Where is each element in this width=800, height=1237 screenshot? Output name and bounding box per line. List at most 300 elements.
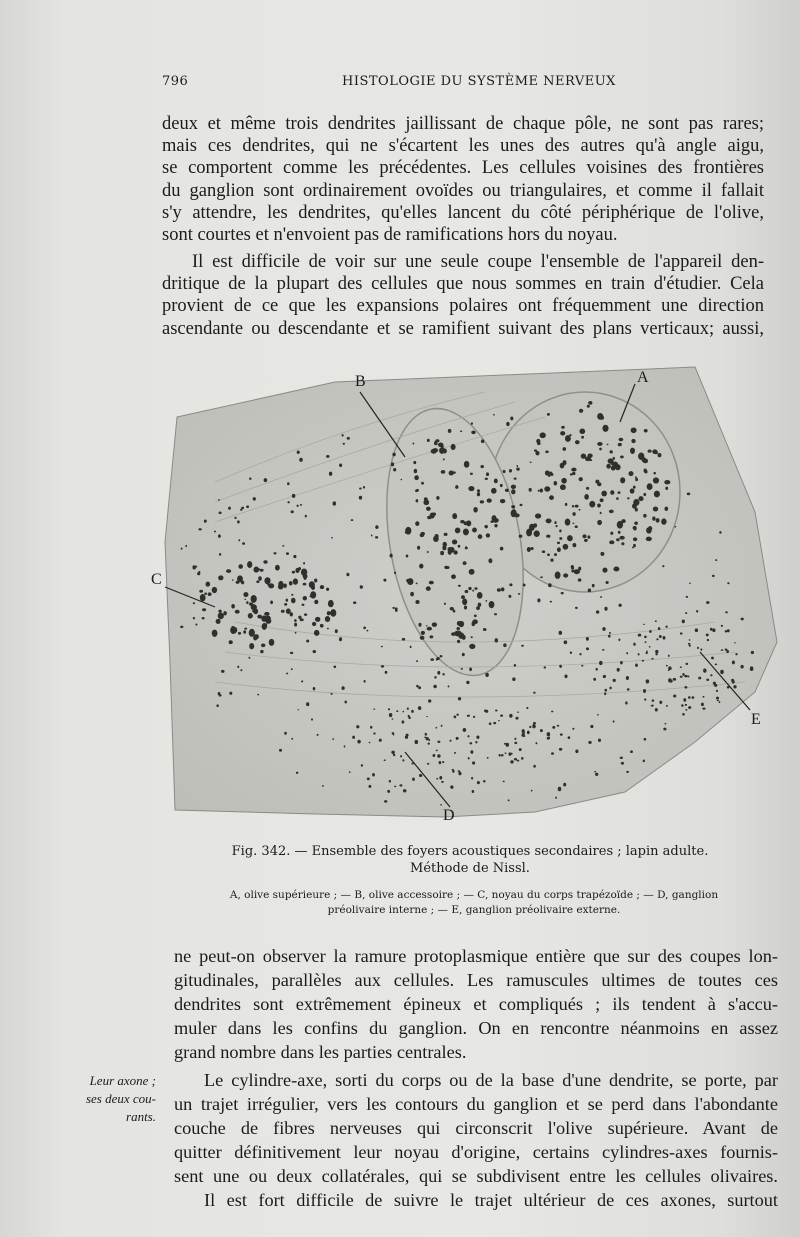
cell-dot [512,677,515,681]
cell-dot [501,587,504,591]
cell-dot [414,469,417,473]
cell-dot [216,619,221,624]
cell-dot [219,553,221,556]
cell-dot [514,742,517,744]
cell-dot [373,732,375,734]
cell-dot [596,668,598,671]
cell-dot [284,603,287,606]
cell-dot [264,478,268,482]
cell-dot [509,714,512,718]
cell-dot [560,733,563,735]
cell-dot [439,776,442,780]
cell-dot [643,459,648,464]
cell-dot [391,462,394,466]
cell-dot [605,581,608,584]
cell-dot [563,544,569,550]
cell-dot [263,560,267,563]
cell-dot [413,442,415,444]
cell-dot [313,650,316,653]
cell-dot [291,510,294,513]
cell-dot [652,699,655,701]
cell-dot [706,601,709,604]
cell-dot [460,520,464,523]
cell-dot [394,571,396,574]
cell-dot [621,542,624,545]
cell-dot [680,676,683,678]
cell-dot [731,679,734,682]
figure-label-e: E [751,711,761,728]
cell-dot [439,447,445,454]
cell-dot [703,668,706,672]
cell-dot [237,520,240,523]
cell-dot [368,785,371,788]
cell-dot [534,530,540,537]
cell-dot [686,709,688,711]
cell-dot [440,551,444,555]
cell-dot [710,628,713,631]
cell-dot [486,472,489,476]
cell-dot [510,760,513,763]
cell-dot [468,486,474,491]
cell-dot [297,709,299,710]
cell-dot [711,657,714,660]
cell-dot [587,454,592,458]
cell-dot [653,472,655,475]
cell-dot [620,477,625,483]
cell-dot [717,700,719,702]
cell-dot [599,448,602,451]
cell-dot [286,552,289,555]
cell-dot [198,571,200,573]
figure-label-b: B [355,373,366,390]
cell-dot [618,639,620,642]
cell-dot [484,709,486,712]
cell-dot [626,652,628,654]
cell-dot [426,625,428,626]
cell-dot [484,525,487,529]
cell-dot [605,689,608,692]
cell-dot [449,740,451,742]
cell-dot [313,687,316,690]
cell-dot [547,553,550,555]
cell-dot [281,610,285,613]
cell-dot [297,450,300,453]
cell-dot [433,685,436,688]
cell-dot [508,595,511,598]
cell-dot [413,461,416,464]
cell-dot [521,757,523,760]
cell-dot [221,670,225,673]
cell-dot [301,680,303,682]
cell-dot [372,773,375,777]
cell-dot [229,640,233,644]
cell-dot [291,598,296,604]
cell-dot [360,585,363,589]
cell-dot [244,599,246,600]
cell-dot [253,608,258,614]
cell-dot [464,461,470,468]
cell-dot [633,526,636,529]
cell-dot [582,534,586,538]
cell-dot [364,680,366,683]
cell-dot [385,671,388,674]
cell-dot [644,429,648,432]
cell-dot [443,458,445,460]
text-line: gitudinales, parallèles aux cellules. Les ramuscules ultimes de toutes ces [174,970,778,990]
cell-dot [566,522,569,525]
cell-dot [199,590,203,593]
cell-dot [243,592,248,597]
cell-dot [352,736,355,739]
cell-dot [517,711,519,712]
cell-dot [494,524,497,527]
cell-dot [529,524,535,531]
cell-dot [309,581,315,588]
cell-dot [486,533,490,537]
cell-dot [231,604,235,609]
text-line: dendrites sont extrêmement épineux et compliqués ; ils tendent à s'accu- [174,994,778,1014]
cell-dot [733,685,736,688]
marginal-note-line: rants. [126,1109,156,1124]
cell-dot [453,550,457,554]
cell-dot [661,518,666,524]
cell-dot [452,769,454,771]
cell-dot [344,745,346,747]
cell-dot [339,637,342,641]
cell-dot [615,464,621,470]
cell-dot [655,650,658,654]
cell-dot [244,628,247,630]
cell-dot [229,692,232,695]
cell-dot [630,488,635,493]
cell-dot [325,616,330,622]
cell-dot [599,661,602,665]
cell-dot [551,752,554,755]
cell-dot [433,536,439,542]
cell-dot [251,595,257,603]
cell-dot [490,520,493,523]
cell-dot [400,755,402,757]
cell-dot [741,618,744,621]
cell-dot [681,704,683,707]
cell-dot [613,679,616,682]
cell-dot [559,537,562,540]
cell-dot [218,534,221,537]
cell-dot [436,778,438,780]
cell-dot [416,685,418,688]
cell-dot [635,508,638,512]
cell-dot [655,708,658,712]
cell-dot [202,608,206,611]
cell-dot [715,664,717,666]
cell-dot [531,790,533,792]
cell-dot [491,488,497,494]
cell-dot [494,613,497,615]
cell-dot [303,562,305,565]
cell-dot [330,609,336,617]
cell-dot [680,666,682,668]
cell-dot [643,689,646,693]
cell-dot [375,536,378,538]
cell-dot [343,443,345,445]
cell-dot [610,490,614,495]
cell-dot [421,631,425,635]
cell-dot [332,738,334,740]
cell-dot [500,499,505,503]
cell-dot [218,610,221,613]
cell-dot [248,613,253,619]
cell-dot [514,738,516,740]
cell-dot [547,413,550,416]
cell-dot [500,484,503,487]
cell-dot [511,489,515,494]
cell-dot [371,535,373,537]
cell-dot [451,444,456,450]
cell-dot [391,751,395,754]
cell-dot [505,752,507,754]
cell-dot [560,484,566,490]
cell-dot [561,426,565,429]
cell-dot [393,468,396,471]
cell-dot [644,636,647,639]
cell-dot [454,752,456,754]
cell-dot [412,777,415,780]
cell-dot [464,606,467,610]
cell-dot [416,660,418,662]
marginal-note-line: Leur axone ; [89,1073,156,1088]
cell-dot [517,760,520,762]
cell-dot [627,497,630,499]
cell-dot [420,636,425,640]
cell-dot [710,674,712,676]
cell-dot [458,621,464,627]
cell-dot [328,600,334,607]
cell-dot [454,716,457,719]
cell-dot [634,522,638,525]
cell-dot [435,727,437,729]
cell-dot [299,458,303,462]
cell-dot [297,504,299,507]
cell-dot [467,715,470,717]
cell-dot [218,613,224,620]
cell-dot [470,750,473,754]
cell-dot [303,583,307,586]
cell-dot [477,492,480,496]
cell-dot [540,576,542,578]
cell-dot [572,728,574,730]
cell-dot [633,499,639,506]
text-line: sont courtes et n'envoient pas de ramifications hors du noyau. [162,225,618,246]
marginal-note-line: ses deux cou- [85,1091,156,1106]
cell-dot [643,514,646,518]
cell-dot [467,735,469,737]
text-line: mais ces dendrites, qui ne s'écartent les unes des autres qu'à angle aigu, [162,136,764,157]
cell-dot [540,488,543,492]
legend-line: préolivaire interne ; — E, ganglion préolivaire externe. [327,904,621,916]
cell-dot [437,741,440,743]
cell-dot [646,679,650,683]
cell-dot [379,739,382,742]
cell-dot [320,585,324,589]
cell-dot [619,536,624,540]
cell-dot [320,624,324,628]
cell-dot [427,627,432,631]
cell-dot [470,473,473,475]
cell-dot [198,528,201,530]
cell-dot [517,465,519,467]
cell-dot [698,677,701,680]
cell-dot [719,701,721,703]
cell-dot [402,638,405,641]
cell-dot [603,570,605,572]
cell-dot [388,708,390,710]
cell-dot [635,663,638,666]
text-line: un trajet irrégulier, vers les contours du ganglion et se perd dans l'abondante [174,1094,778,1114]
cell-dot [302,604,305,606]
cell-dot [257,615,262,619]
cell-dot [547,732,551,736]
cell-dot [294,623,297,627]
cell-dot [732,660,735,664]
cell-dot [461,595,465,599]
cell-dot [433,754,436,757]
cell-dot [550,559,553,562]
cell-dot [416,489,419,492]
cell-dot [440,804,442,806]
cell-dot [339,464,342,468]
cell-dot [375,525,378,529]
cell-dot [282,545,284,547]
text-line: sent une ou deux collatérales, qui se subdivisent entre les cellules olivaires. [174,1166,778,1186]
text-line: quitter définitivement leur noyau d'origine, certains cylindres-axes fournis- [174,1142,778,1162]
cell-dot [238,539,240,541]
cell-dot [429,581,434,585]
cell-dot [381,665,384,668]
cell-dot [716,690,718,692]
cell-dot [241,581,244,585]
cell-dot [240,669,242,671]
cell-dot [702,708,705,710]
cell-dot [674,526,676,528]
cell-dot [687,675,689,677]
cell-dot [544,486,550,491]
cell-dot [451,574,456,579]
cell-dot [600,498,604,502]
cell-dot [503,470,506,473]
figure-label-a: A [637,369,649,386]
text-line: dritique de la plupart des cellules que nous sommes en train d'étudier. Cela [162,274,764,295]
cell-dot [546,535,550,538]
cell-dot [527,530,529,532]
cell-dot [527,731,530,735]
cell-dot [427,516,431,520]
cell-dot [452,513,457,519]
cell-dot [441,470,446,474]
cell-dot [444,533,448,536]
cell-dot [584,539,588,542]
cell-dot [396,710,398,712]
cell-dot [616,497,619,500]
cell-dot [426,507,431,511]
cell-dot [658,453,662,457]
cell-dot [644,738,647,741]
cell-dot [638,653,640,656]
cell-dot [192,565,195,569]
figure-legend [168,888,780,918]
cell-dot [304,613,307,616]
cell-dot [521,645,524,647]
cell-dot [312,622,316,626]
cell-dot [223,611,226,615]
caption-line: Fig. 342. — Ensemble des foyers acoustiques secondaires ; lapin adulte. [231,844,709,859]
cell-dot [317,734,319,736]
cell-dot [533,692,535,694]
cell-dot [627,688,630,690]
cell-dot [554,553,557,556]
paragraph-2 [162,251,764,340]
cell-dot [579,409,583,413]
cell-dot [529,488,532,492]
cell-dot [721,625,723,627]
cell-dot [688,696,691,698]
cell-dot [384,759,386,761]
cell-dot [403,711,405,713]
cell-dot [521,733,524,737]
cell-dot [572,505,575,507]
paragraph-1 [162,113,764,246]
cell-dot [483,780,486,782]
cell-dot [499,754,501,757]
cell-dot [685,612,687,614]
cell-dot [399,784,402,786]
cell-dot [643,760,645,763]
cell-dot [193,602,195,604]
cell-dot [214,531,216,533]
cell-dot [510,416,513,420]
cell-dot [287,501,289,503]
cell-dot [278,584,284,590]
cell-dot [578,578,582,581]
cell-dot [607,444,609,446]
cell-dot [604,692,606,695]
cell-dot [306,702,309,706]
cell-dot [548,474,550,477]
cell-dot [588,401,592,405]
cell-dot [516,467,519,470]
cell-dot [648,449,652,452]
cell-dot [455,527,461,533]
cell-dot [347,437,350,440]
cell-dot [359,488,362,490]
cell-dot [256,580,259,583]
text-line: se comportent comme les précédentes. Les cellules voisines des frontières [162,158,764,179]
cell-dot [655,653,657,655]
cell-dot [646,537,652,541]
cell-dot [590,459,592,461]
cell-dot [270,601,273,605]
cell-dot [505,489,509,492]
cell-dot [656,518,660,523]
cell-dot [423,500,429,506]
cell-dot [511,485,516,489]
cell-dot [575,505,579,508]
cell-dot [727,582,729,584]
figure-label-d: D [443,807,455,824]
cell-dot [463,528,469,535]
cell-dot [406,734,409,737]
cell-dot [689,645,691,647]
cell-dot [586,647,589,650]
